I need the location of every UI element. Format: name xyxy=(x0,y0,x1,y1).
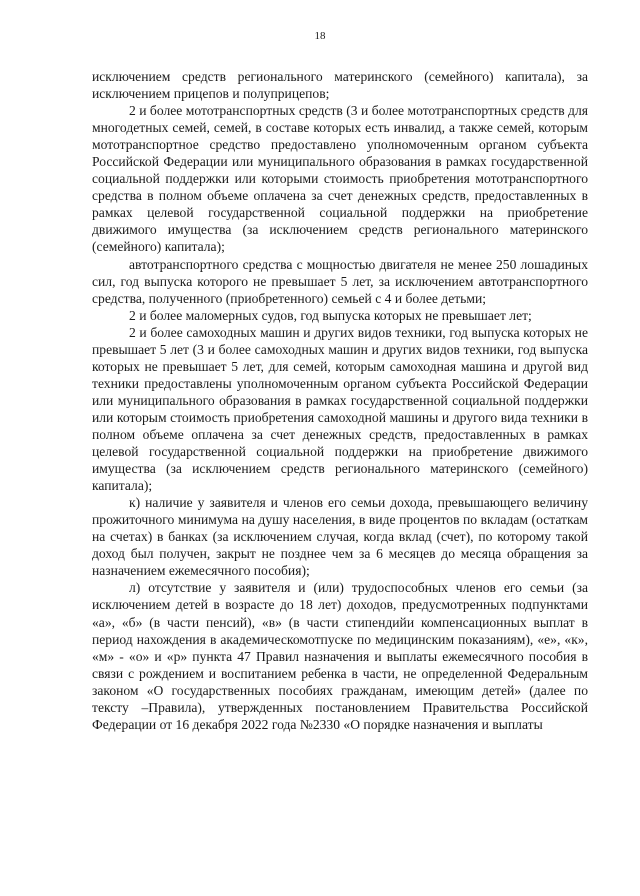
list-item-l: л) отсутствие у заявителя и (или) трудоспособных членов его семьи (за исключением детей в возрасте до 18 лет) доходов, предусмотренных подпунктами «а», «б» (в части пенсий), «в» (в части стипендийи компенсационных выплат в период нахождения в академическомотпуске по медицинским показаниям), «е», «к», «м» - «о» и «р» пункта 47 Правил назначения и выплаты ежемесячного пособия в связи с рождением и воспитанием ребенка в части, не определенной Федеральным законом «О государственных пособиях гражданам, имеющим детей» (далее по тексту –Правила), утвержденных постановлением Правительства Российской Федерации от 16 декабря 2022 года №2330 «О порядке назначения и выплаты xyxy=(92,580,588,732)
paragraph-continuation: исключением средств регионального материнского (семейного) капитала), за исключением прицепов и полуприцепов; xyxy=(92,69,588,102)
page-number: 18 xyxy=(314,30,326,42)
document-body xyxy=(92,68,588,733)
list-item-k: к) наличие у заявителя и членов его семьи дохода, превышающего величину прожиточного минимума на душу населения, в виде процентов по вкладам (остаткам на счетах) в банках (за исключением случая, когда вклад (счет), по которому такой доход был получен, закрыт не позднее чем за 6 месяцев до месяца обращения за назначением ежемесячного пособия); xyxy=(92,495,588,579)
paragraph-motor-vehicles: 2 и более мототранспортных средств (3 и более мототранспортных средств для многодетных семей, семей, в составе которых есть инвалид, а также семей, которым мототранспортное средство предоставлено уполномоченным органом субъекта Российской Федерации или муниципального образования в рамках государственной социальной поддержки или которыми стоимость приобретения мототранспортного средства в полном объеме оплачена за счет денежных средств, предоставленных в рамках целевой государственной социальной поддержки на приобретение движимого имущества (за исключением средств регионального материнского (семейного) капитала); xyxy=(92,103,588,255)
paragraph-automobile: автотранспортного средства с мощностью двигателя не менее 250 лошадиных сил, год выпуска которого не превышает 5 лет, за исключением автотранспортного средства, полученного (приобретенного) семьей с 4 и более детьми; xyxy=(92,256,588,306)
paragraph-small-vessels: 2 и более маломерных судов, год выпуска которых не превышает лет; xyxy=(129,307,532,323)
paragraph-self-propelled-machines: 2 и более самоходных машин и других видов техники, год выпуска которых не превышает 5 лет (3 и более самоходных машин и других видов техники, год выпуска которых не превышает 5 лет, для семей, которым самоходная машина и другой вид техники предоставлены уполномоченным органом субъекта Российской Федерации или муниципального образования в рамках государственной социальной поддержки или которым стоимость приобретения самоходной машины и другого вида техники в полном объеме оплачена за счет денежных средств, предоставленных в рамках целевой государственной социальной поддержки на приобретение движимого имущества (за исключением средств регионального материнского (семейного) капитала); xyxy=(92,324,588,494)
